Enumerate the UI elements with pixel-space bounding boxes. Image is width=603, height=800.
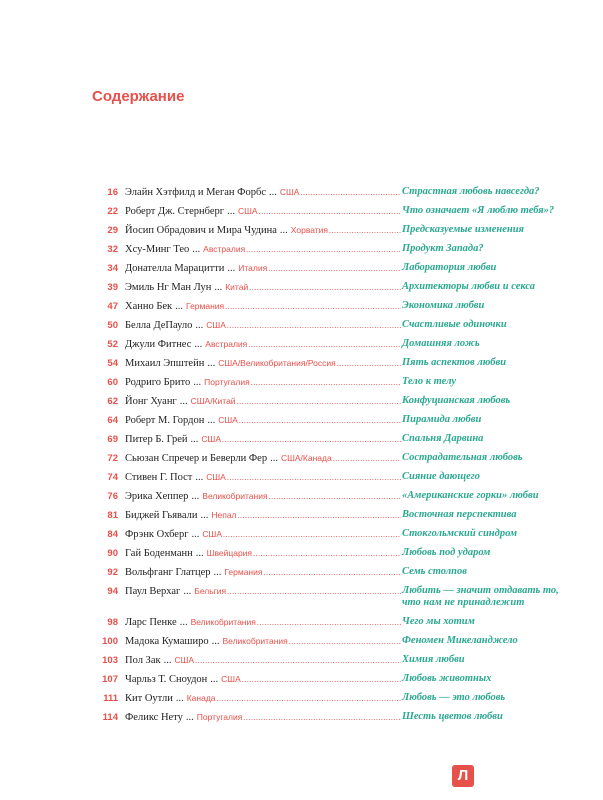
toc-entry: [86, 490, 576, 509]
toc-entry-left: [86, 281, 402, 294]
leader-dots: [227, 586, 401, 598]
author-name: Ларс Пенке: [125, 617, 177, 628]
leader-dots: [268, 263, 401, 275]
separator: ...: [268, 187, 277, 198]
toc-entry-left: [86, 711, 402, 724]
leader-dots: [251, 377, 401, 389]
separator: ...: [213, 567, 222, 578]
leader-dots: [269, 491, 401, 503]
leader-dots: [333, 453, 401, 465]
toc-entry: [86, 395, 576, 414]
author-country: Австралия: [203, 244, 246, 254]
author-name: Стивен Г. Пост: [125, 472, 193, 483]
page-number: 29: [107, 225, 118, 236]
toc-entry: [86, 319, 576, 338]
author-name: Питер Б. Грей: [125, 434, 188, 445]
leader-dots: [195, 655, 401, 667]
page-number: 107: [102, 674, 118, 685]
page-title: Содержание: [92, 88, 185, 105]
author-country: Непал: [211, 510, 237, 520]
toc-entry: [86, 433, 576, 452]
toc-entry: [86, 243, 576, 262]
leader-dots: [222, 434, 401, 446]
author-country: Италия: [238, 263, 268, 273]
author-country: Великобритания: [202, 491, 268, 501]
author-name: Роберт Дж. Стернберг: [125, 206, 225, 217]
toc-entry: [86, 547, 576, 566]
toc-list: [86, 186, 576, 730]
page-number: 62: [107, 396, 118, 407]
page-number: 81: [107, 510, 118, 521]
toc-entry-left: [86, 654, 402, 667]
toc-entry: [86, 452, 576, 471]
toc-entry: [86, 281, 576, 300]
toc-entry: [86, 673, 576, 692]
leader-dots: [259, 206, 401, 218]
separator: ...: [190, 434, 199, 445]
toc-entry-left: [86, 673, 402, 686]
separator: ...: [195, 548, 204, 559]
chapter-title: Предсказуемые изменения: [402, 224, 524, 235]
page-number: 54: [107, 358, 118, 369]
separator: ...: [192, 244, 201, 255]
author-name: Йонг Хуанг: [125, 396, 177, 407]
page-number: 60: [107, 377, 118, 388]
page-number: 39: [107, 282, 118, 293]
author-name: Элайн Хэтфилд и Меган Форбс: [125, 187, 266, 198]
toc-entry-left: [86, 243, 402, 256]
author-name: Хсу-Минг Тео: [125, 244, 190, 255]
author-country: Китай: [225, 282, 249, 292]
chapter-title: Конфуцианская любовь: [402, 395, 511, 406]
chapter-title: Любовь животных: [402, 673, 492, 684]
toc-entry: [86, 635, 576, 654]
leader-dots: [223, 529, 401, 541]
author-name: Сьюзан Спречер и Беверли Фер: [125, 453, 268, 464]
chapter-title: «Американские горки» любви: [402, 490, 539, 501]
toc-entry-left: [86, 224, 402, 237]
toc-entry: [86, 262, 576, 281]
toc-entry: [86, 509, 576, 528]
chapter-title: Счастливые одиночки: [402, 319, 507, 330]
author-name: Фрэнк Охберг: [125, 529, 189, 540]
author-country: США: [279, 187, 300, 197]
toc-entry-left: [86, 338, 402, 351]
separator: ...: [195, 320, 204, 331]
toc-entry-left: [86, 528, 402, 541]
author-country: США: [218, 415, 238, 425]
separator: ...: [270, 453, 278, 464]
leader-dots: [253, 548, 401, 560]
author-country: Швейцария: [206, 548, 253, 558]
author-country: США: [206, 472, 226, 482]
toc-entry-left: [86, 357, 402, 370]
author-country: Германия: [224, 567, 263, 577]
page-number: 74: [107, 472, 118, 483]
separator: ...: [185, 712, 194, 723]
author-name: Михаил Эпштейн: [125, 358, 205, 369]
chapter-title: Феномен Микеланджело: [402, 635, 518, 646]
separator: ...: [211, 636, 220, 647]
page-number: 64: [107, 415, 118, 426]
author-country: США: [237, 206, 258, 216]
page-number: 69: [107, 434, 118, 445]
author-country: США/Канада: [280, 453, 332, 463]
chapter-title: Что означает «Я люблю тебя»?: [402, 205, 555, 216]
page-number: 47: [107, 301, 118, 312]
separator: ...: [210, 674, 219, 685]
toc-entry: [86, 711, 576, 730]
author-name: Феликс Нету: [125, 712, 183, 723]
toc-entry: [86, 338, 576, 357]
toc-entry-left: [86, 395, 402, 408]
page-number: 50: [107, 320, 118, 331]
toc-entry-left: [86, 452, 402, 465]
leader-dots: [217, 693, 401, 705]
leader-dots: [263, 567, 401, 579]
author-name: Кит Оутли: [125, 693, 173, 704]
page-number: 16: [107, 187, 118, 198]
page-number: 92: [107, 567, 118, 578]
author-country: США: [206, 320, 226, 330]
toc-entry-left: [86, 566, 402, 579]
author-name: Донателла Марацитти: [125, 263, 225, 274]
author-country: США/Китай: [190, 396, 236, 406]
chapter-title: Семь столпов: [402, 566, 467, 577]
separator: ...: [183, 586, 192, 597]
separator: ...: [279, 225, 288, 236]
toc-entry: [86, 357, 576, 376]
leader-dots: [248, 339, 401, 351]
author-name: Белла ДеПауло: [125, 320, 193, 331]
chapter-title: Экономика любви: [402, 300, 485, 311]
leader-dots: [300, 187, 401, 199]
toc-entry: [86, 692, 576, 711]
page-number: 90: [107, 548, 118, 559]
toc-entry-left: [86, 490, 402, 503]
separator: ...: [207, 415, 216, 426]
author-name: Родриго Брито: [125, 377, 191, 388]
chapter-title: Лаборатория любви: [402, 262, 497, 273]
leader-dots: [246, 244, 401, 256]
page-number: 98: [107, 617, 118, 628]
publisher-logo: Л: [452, 765, 474, 787]
page-number: 114: [102, 712, 118, 723]
chapter-title: Любовь — это любовь: [402, 692, 506, 703]
separator: ...: [179, 617, 188, 628]
chapter-title: Чего мы хотим: [402, 616, 475, 627]
author-country: Великобритания: [222, 636, 288, 646]
page-number: 72: [107, 453, 118, 464]
toc-entry-left: [86, 635, 402, 648]
toc-entry: [86, 205, 576, 224]
author-name: Эмиль Нг Ман Лун: [125, 282, 212, 293]
page-number: 34: [107, 263, 118, 274]
leader-dots: [337, 358, 401, 370]
separator: ...: [200, 510, 209, 521]
toc-entry-left: [86, 692, 402, 705]
author-name: Чарльз Т. Сноудон: [125, 674, 208, 685]
toc-entry-left: [86, 186, 402, 199]
author-country: Хорватия: [290, 225, 329, 235]
author-country: Бельгия: [194, 586, 227, 596]
author-country: Австралия: [205, 339, 248, 349]
separator: ...: [193, 377, 202, 388]
toc-entry-left: [86, 376, 402, 389]
author-country: США: [174, 655, 195, 665]
author-name: Гай Боденманн: [125, 548, 193, 559]
leader-dots: [257, 617, 401, 629]
page-number: 52: [107, 339, 118, 350]
leader-dots: [227, 472, 401, 484]
chapter-title: Стокгольмский синдром: [402, 528, 518, 539]
author-name: Йосип Обрадович и Мира Чудина: [125, 225, 277, 236]
page-number: 103: [102, 655, 118, 666]
page-number: 100: [102, 636, 118, 647]
author-name: Роберт М. Гордон: [125, 415, 205, 426]
separator: ...: [175, 693, 184, 704]
toc-entry-left: [86, 262, 402, 275]
author-name: Биджей Гьявали: [125, 510, 198, 521]
chapter-title: Архитекторы любви и секса: [402, 281, 535, 292]
author-country: США: [221, 674, 241, 684]
author-name: Пол Зак: [125, 655, 161, 666]
toc-entry-left: [86, 300, 402, 313]
toc-entry: [86, 471, 576, 490]
chapter-title: Шесть цветов любви: [402, 711, 503, 722]
author-country: США: [201, 434, 222, 444]
toc-entry: [86, 654, 576, 673]
separator: ...: [207, 358, 216, 369]
toc-entry: [86, 186, 576, 205]
toc-entry-left: [86, 585, 402, 598]
chapter-title: Пирамида любви: [402, 414, 482, 425]
page-number: 84: [107, 529, 118, 540]
leader-dots: [238, 510, 401, 522]
author-country: Великобритания: [190, 617, 256, 627]
toc-entry: [86, 585, 576, 616]
toc-entry: [86, 300, 576, 319]
author-name: Эрика Хеппер: [125, 491, 189, 502]
chapter-title: Любовь под ударом: [402, 547, 491, 558]
page-number: 111: [103, 693, 118, 704]
leader-dots: [227, 320, 401, 332]
toc-entry: [86, 616, 576, 635]
leader-dots: [243, 712, 401, 724]
chapter-title: Любить — значит отдавать то, что нам не принадлежит: [402, 585, 559, 608]
separator: ...: [191, 491, 200, 502]
author-name: Мадока Кумаширо: [125, 636, 209, 647]
leader-dots: [329, 225, 401, 237]
chapter-title: Сострадательная любовь: [402, 452, 523, 463]
author-country: США/Великобритания/Россия: [218, 358, 336, 368]
leader-dots: [225, 301, 401, 313]
page-number: 94: [107, 586, 118, 597]
chapter-title: Домашняя ложь: [402, 338, 480, 349]
author-country: Португалия: [204, 377, 250, 387]
toc-entry-left: [86, 205, 402, 218]
author-name: Паул Верхаг: [125, 586, 181, 597]
chapter-title: Спальня Дарвина: [402, 433, 484, 444]
toc-entry-left: [86, 509, 402, 522]
author-country: Португалия: [196, 712, 243, 722]
author-name: Джули Фитнес: [125, 339, 192, 350]
author-country: США: [202, 529, 222, 539]
chapter-title: Восточная перспектива: [402, 509, 517, 520]
toc-entry-left: [86, 319, 402, 332]
toc-entry-left: [86, 616, 402, 629]
separator: ...: [195, 472, 204, 483]
separator: ...: [191, 529, 200, 540]
separator: ...: [227, 263, 236, 274]
page-number: 76: [107, 491, 118, 502]
separator: ...: [163, 655, 172, 666]
toc-entry: [86, 376, 576, 395]
chapter-title: Продукт Запада?: [402, 243, 484, 254]
toc-entry: [86, 414, 576, 433]
page-number: 32: [107, 244, 118, 255]
leader-dots: [239, 415, 401, 427]
toc-entry-left: [86, 433, 402, 446]
author-country: Канада: [186, 693, 216, 703]
toc-entry: [86, 528, 576, 547]
leader-dots: [242, 674, 401, 686]
leader-dots: [289, 636, 401, 648]
author-name: Вольфганг Глатцер: [125, 567, 211, 578]
chapter-title: Сияние дающего: [402, 471, 480, 482]
chapter-title: Пять аспектов любви: [402, 357, 507, 368]
separator: ...: [175, 301, 184, 312]
page-number: 22: [107, 206, 118, 217]
toc-entry-left: [86, 471, 402, 484]
separator: ...: [214, 282, 223, 293]
toc-entry: [86, 566, 576, 585]
leader-dots: [237, 396, 401, 408]
chapter-title: Тело к телу: [402, 376, 456, 387]
separator: ...: [179, 396, 188, 407]
separator: ...: [194, 339, 203, 350]
toc-entry-left: [86, 547, 402, 560]
author-name: Ханно Бек: [125, 301, 173, 312]
leader-dots: [249, 282, 401, 294]
chapter-title: Химия любви: [402, 654, 465, 665]
author-country: Германия: [186, 301, 225, 311]
separator: ...: [227, 206, 235, 217]
toc-entry-left: [86, 414, 402, 427]
chapter-title: Страстная любовь навсегда?: [402, 186, 540, 197]
toc-entry: [86, 224, 576, 243]
